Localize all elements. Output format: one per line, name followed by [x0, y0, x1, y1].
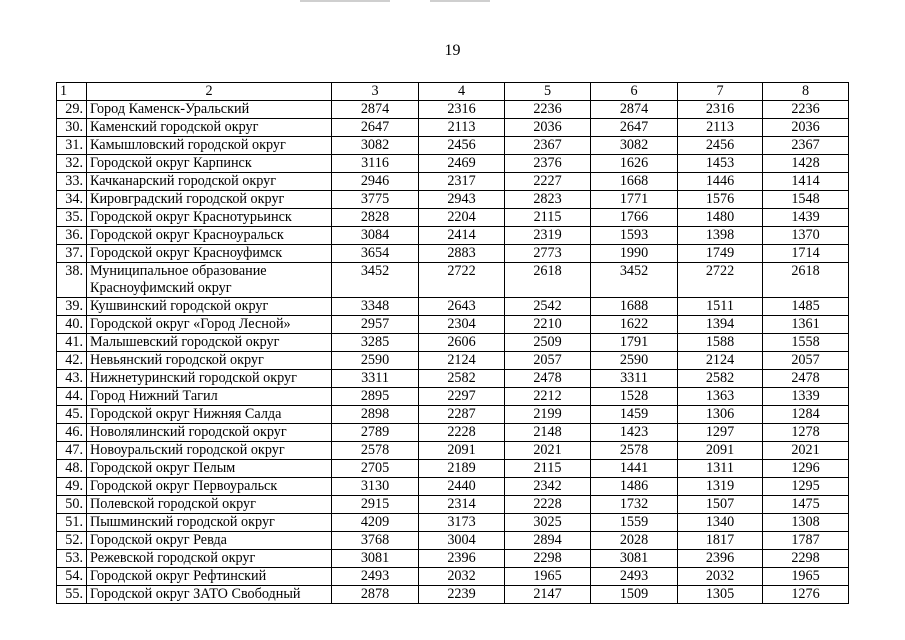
value-cell: 1363 [678, 388, 763, 406]
row-number: 40. [57, 316, 87, 334]
value-cell: 2578 [591, 442, 678, 460]
table-row [57, 478, 849, 496]
value-cell: 2456 [678, 137, 763, 155]
table-row [57, 532, 849, 550]
value-cell: 2618 [763, 263, 849, 298]
value-cell: 2314 [419, 496, 505, 514]
value-cell: 1423 [591, 424, 678, 442]
value-cell: 2647 [332, 119, 419, 137]
value-cell: 2722 [678, 263, 763, 298]
value-cell: 2115 [505, 460, 591, 478]
value-cell: 3452 [591, 263, 678, 298]
table-row [57, 406, 849, 424]
table-row [57, 316, 849, 334]
value-cell: 2239 [419, 586, 505, 604]
table-row [57, 334, 849, 352]
value-cell: 2319 [505, 227, 591, 245]
municipality-name: Городской округ Красноуфимск [87, 245, 332, 263]
value-cell: 1771 [591, 191, 678, 209]
value-cell: 2414 [419, 227, 505, 245]
value-cell: 1548 [763, 191, 849, 209]
value-cell: 1319 [678, 478, 763, 496]
value-cell: 3082 [591, 137, 678, 155]
value-cell: 1528 [591, 388, 678, 406]
value-cell: 2228 [419, 424, 505, 442]
value-cell: 2542 [505, 298, 591, 316]
value-cell: 1361 [763, 316, 849, 334]
value-cell: 1480 [678, 209, 763, 227]
value-cell: 1622 [591, 316, 678, 334]
value-cell: 1593 [591, 227, 678, 245]
municipality-name: Городской округ Рефтинский [87, 568, 332, 586]
value-cell: 2189 [419, 460, 505, 478]
table-row [57, 209, 849, 227]
table-row [57, 298, 849, 316]
value-cell: 2874 [591, 101, 678, 119]
value-cell: 1791 [591, 334, 678, 352]
row-number: 46. [57, 424, 87, 442]
value-cell: 2113 [678, 119, 763, 137]
row-number: 45. [57, 406, 87, 424]
page-number: 19 [444, 42, 461, 59]
table-row [57, 460, 849, 478]
value-cell: 2493 [332, 568, 419, 586]
municipality-name: Новоуральский городской округ [87, 442, 332, 460]
value-cell: 1308 [763, 514, 849, 532]
value-cell: 2789 [332, 424, 419, 442]
column-header: 3 [332, 83, 419, 101]
municipality-name: Городской округ Красноуральск [87, 227, 332, 245]
value-cell: 3081 [591, 550, 678, 568]
row-number: 39. [57, 298, 87, 316]
table-row [57, 388, 849, 406]
value-cell: 1453 [678, 155, 763, 173]
value-cell: 1459 [591, 406, 678, 424]
value-cell: 1559 [591, 514, 678, 532]
value-cell: 1990 [591, 245, 678, 263]
table-row [57, 155, 849, 173]
column-header: 5 [505, 83, 591, 101]
value-cell: 2021 [505, 442, 591, 460]
value-cell: 2478 [763, 370, 849, 388]
value-cell: 2705 [332, 460, 419, 478]
value-cell: 1486 [591, 478, 678, 496]
value-cell: 2590 [332, 352, 419, 370]
municipality-name: Малышевский городской округ [87, 334, 332, 352]
value-cell: 4209 [332, 514, 419, 532]
value-cell: 1306 [678, 406, 763, 424]
value-cell: 2317 [419, 173, 505, 191]
table-row [57, 568, 849, 586]
value-cell: 1398 [678, 227, 763, 245]
value-cell: 3285 [332, 334, 419, 352]
table-row [57, 137, 849, 155]
value-cell: 1297 [678, 424, 763, 442]
value-cell: 2287 [419, 406, 505, 424]
value-cell: 1340 [678, 514, 763, 532]
value-cell: 3311 [332, 370, 419, 388]
table-row [57, 514, 849, 532]
value-cell: 2915 [332, 496, 419, 514]
value-cell: 2297 [419, 388, 505, 406]
value-cell: 3081 [332, 550, 419, 568]
row-number: 34. [57, 191, 87, 209]
value-cell: 2396 [419, 550, 505, 568]
row-number: 55. [57, 586, 87, 604]
scan-artifact [300, 0, 390, 2]
value-cell: 2396 [678, 550, 763, 568]
value-cell: 3084 [332, 227, 419, 245]
value-cell: 1965 [505, 568, 591, 586]
value-cell: 2722 [419, 263, 505, 298]
row-number: 53. [57, 550, 87, 568]
row-number: 35. [57, 209, 87, 227]
value-cell: 2578 [332, 442, 419, 460]
row-number: 51. [57, 514, 87, 532]
value-cell: 1509 [591, 586, 678, 604]
table-row [57, 119, 849, 137]
value-cell: 2124 [419, 352, 505, 370]
value-cell: 1511 [678, 298, 763, 316]
column-header: 4 [419, 83, 505, 101]
column-header: 1 [57, 83, 87, 101]
value-cell: 2367 [763, 137, 849, 155]
value-cell: 2057 [505, 352, 591, 370]
value-cell: 3082 [332, 137, 419, 155]
value-cell: 2478 [505, 370, 591, 388]
value-cell: 2376 [505, 155, 591, 173]
value-cell: 2298 [763, 550, 849, 568]
scan-artifact [430, 0, 490, 2]
value-cell: 2021 [763, 442, 849, 460]
value-cell: 1441 [591, 460, 678, 478]
municipality-name: Городской округ Первоуральск [87, 478, 332, 496]
row-number: 47. [57, 442, 87, 460]
row-number: 41. [57, 334, 87, 352]
value-cell: 2647 [591, 119, 678, 137]
value-cell: 2943 [419, 191, 505, 209]
value-cell: 2036 [505, 119, 591, 137]
municipality-name: Режевской городской округ [87, 550, 332, 568]
value-cell: 2212 [505, 388, 591, 406]
row-number: 30. [57, 119, 87, 137]
value-cell: 3768 [332, 532, 419, 550]
municipality-name: Городской округ Пелым [87, 460, 332, 478]
value-cell: 3311 [591, 370, 678, 388]
table-row [57, 442, 849, 460]
value-cell: 1284 [763, 406, 849, 424]
column-header: 8 [763, 83, 849, 101]
value-cell: 1428 [763, 155, 849, 173]
municipality-name: Городской округ Ревда [87, 532, 332, 550]
value-cell: 2028 [591, 532, 678, 550]
value-cell: 2606 [419, 334, 505, 352]
value-cell: 2946 [332, 173, 419, 191]
value-cell: 1668 [591, 173, 678, 191]
municipality-name: Кировградский городской округ [87, 191, 332, 209]
value-cell: 2124 [678, 352, 763, 370]
row-number: 31. [57, 137, 87, 155]
value-cell: 2823 [505, 191, 591, 209]
value-cell: 1394 [678, 316, 763, 334]
table-row [57, 586, 849, 604]
row-number: 52. [57, 532, 87, 550]
table-row [57, 191, 849, 209]
row-number: 43. [57, 370, 87, 388]
municipality-name: Городской округ Краснотурьинск [87, 209, 332, 227]
municipality-name: Городской округ Нижняя Салда [87, 406, 332, 424]
value-cell: 3775 [332, 191, 419, 209]
value-cell: 1446 [678, 173, 763, 191]
value-cell: 1817 [678, 532, 763, 550]
value-cell: 2147 [505, 586, 591, 604]
value-cell: 1305 [678, 586, 763, 604]
row-number: 33. [57, 173, 87, 191]
table-row [57, 173, 849, 191]
value-cell: 2773 [505, 245, 591, 263]
value-cell: 2316 [678, 101, 763, 119]
value-cell: 2036 [763, 119, 849, 137]
value-cell: 2883 [419, 245, 505, 263]
value-cell: 2115 [505, 209, 591, 227]
value-cell: 2898 [332, 406, 419, 424]
municipality-name: Муниципальное образование Красноуфимский округ [87, 263, 332, 298]
value-cell: 3654 [332, 245, 419, 263]
value-cell: 2590 [591, 352, 678, 370]
value-cell: 1507 [678, 496, 763, 514]
value-cell: 2957 [332, 316, 419, 334]
value-cell: 1475 [763, 496, 849, 514]
value-cell: 2032 [678, 568, 763, 586]
table-row [57, 101, 849, 119]
value-cell: 2057 [763, 352, 849, 370]
value-cell: 1296 [763, 460, 849, 478]
value-cell: 2228 [505, 496, 591, 514]
value-cell: 1787 [763, 532, 849, 550]
value-cell: 2342 [505, 478, 591, 496]
value-cell: 2643 [419, 298, 505, 316]
value-cell: 2469 [419, 155, 505, 173]
value-cell: 2367 [505, 137, 591, 155]
municipality-name: Нижнетуринский городской округ [87, 370, 332, 388]
value-cell: 1276 [763, 586, 849, 604]
column-header: 6 [591, 83, 678, 101]
municipality-name: Пышминский городской округ [87, 514, 332, 532]
value-cell: 2304 [419, 316, 505, 334]
value-cell: 3173 [419, 514, 505, 532]
value-cell: 1714 [763, 245, 849, 263]
row-number: 54. [57, 568, 87, 586]
table-row [57, 227, 849, 245]
value-cell: 2091 [419, 442, 505, 460]
value-cell: 2204 [419, 209, 505, 227]
municipality-name: Полевской городской округ [87, 496, 332, 514]
value-cell: 1295 [763, 478, 849, 496]
value-cell: 2618 [505, 263, 591, 298]
value-cell: 3348 [332, 298, 419, 316]
row-number: 29. [57, 101, 87, 119]
row-number: 44. [57, 388, 87, 406]
value-cell: 1439 [763, 209, 849, 227]
municipality-name: Городской округ ЗАТО Свободный [87, 586, 332, 604]
table-row [57, 245, 849, 263]
value-cell: 2113 [419, 119, 505, 137]
row-number: 48. [57, 460, 87, 478]
municipality-name: Новолялинский городской округ [87, 424, 332, 442]
table-row [57, 550, 849, 568]
municipality-name: Невьянский городской округ [87, 352, 332, 370]
value-cell: 2236 [505, 101, 591, 119]
table-header-row [57, 83, 849, 101]
value-cell: 2493 [591, 568, 678, 586]
value-cell: 1485 [763, 298, 849, 316]
municipality-name: Город Нижний Тагил [87, 388, 332, 406]
value-cell: 2509 [505, 334, 591, 352]
column-header: 2 [87, 83, 332, 101]
table-row [57, 424, 849, 442]
row-number: 42. [57, 352, 87, 370]
row-number: 49. [57, 478, 87, 496]
value-cell: 2894 [505, 532, 591, 550]
row-number: 36. [57, 227, 87, 245]
value-cell: 2210 [505, 316, 591, 334]
value-cell: 2878 [332, 586, 419, 604]
municipality-name: Городской округ «Город Лесной» [87, 316, 332, 334]
value-cell: 3452 [332, 263, 419, 298]
value-cell: 1414 [763, 173, 849, 191]
value-cell: 3130 [332, 478, 419, 496]
row-number: 50. [57, 496, 87, 514]
value-cell: 2895 [332, 388, 419, 406]
value-cell: 1588 [678, 334, 763, 352]
value-cell: 1558 [763, 334, 849, 352]
municipality-name: Каменский городской округ [87, 119, 332, 137]
value-cell: 1278 [763, 424, 849, 442]
value-cell: 2456 [419, 137, 505, 155]
value-cell: 1965 [763, 568, 849, 586]
row-number: 37. [57, 245, 87, 263]
value-cell: 1311 [678, 460, 763, 478]
value-cell: 2874 [332, 101, 419, 119]
value-cell: 1370 [763, 227, 849, 245]
value-cell: 1626 [591, 155, 678, 173]
table-row [57, 496, 849, 514]
data-table [56, 82, 849, 604]
value-cell: 2227 [505, 173, 591, 191]
table-row [57, 263, 849, 298]
value-cell: 2316 [419, 101, 505, 119]
value-cell: 1688 [591, 298, 678, 316]
table-row [57, 370, 849, 388]
value-cell: 2582 [678, 370, 763, 388]
municipality-name: Качканарский городской округ [87, 173, 332, 191]
value-cell: 1766 [591, 209, 678, 227]
value-cell: 2828 [332, 209, 419, 227]
value-cell: 2440 [419, 478, 505, 496]
value-cell: 2199 [505, 406, 591, 424]
value-cell: 3116 [332, 155, 419, 173]
municipality-name: Камышловский городской округ [87, 137, 332, 155]
column-header: 7 [678, 83, 763, 101]
row-number: 32. [57, 155, 87, 173]
value-cell: 2091 [678, 442, 763, 460]
value-cell: 1749 [678, 245, 763, 263]
value-cell: 3025 [505, 514, 591, 532]
value-cell: 2032 [419, 568, 505, 586]
municipality-name: Городской округ Карпинск [87, 155, 332, 173]
value-cell: 2582 [419, 370, 505, 388]
value-cell: 1576 [678, 191, 763, 209]
municipality-name: Кушвинский городской округ [87, 298, 332, 316]
value-cell: 2298 [505, 550, 591, 568]
value-cell: 2148 [505, 424, 591, 442]
municipality-name: Город Каменск-Уральский [87, 101, 332, 119]
value-cell: 2236 [763, 101, 849, 119]
value-cell: 1732 [591, 496, 678, 514]
value-cell: 3004 [419, 532, 505, 550]
row-number: 38. [57, 263, 87, 298]
table-row [57, 352, 849, 370]
value-cell: 1339 [763, 388, 849, 406]
